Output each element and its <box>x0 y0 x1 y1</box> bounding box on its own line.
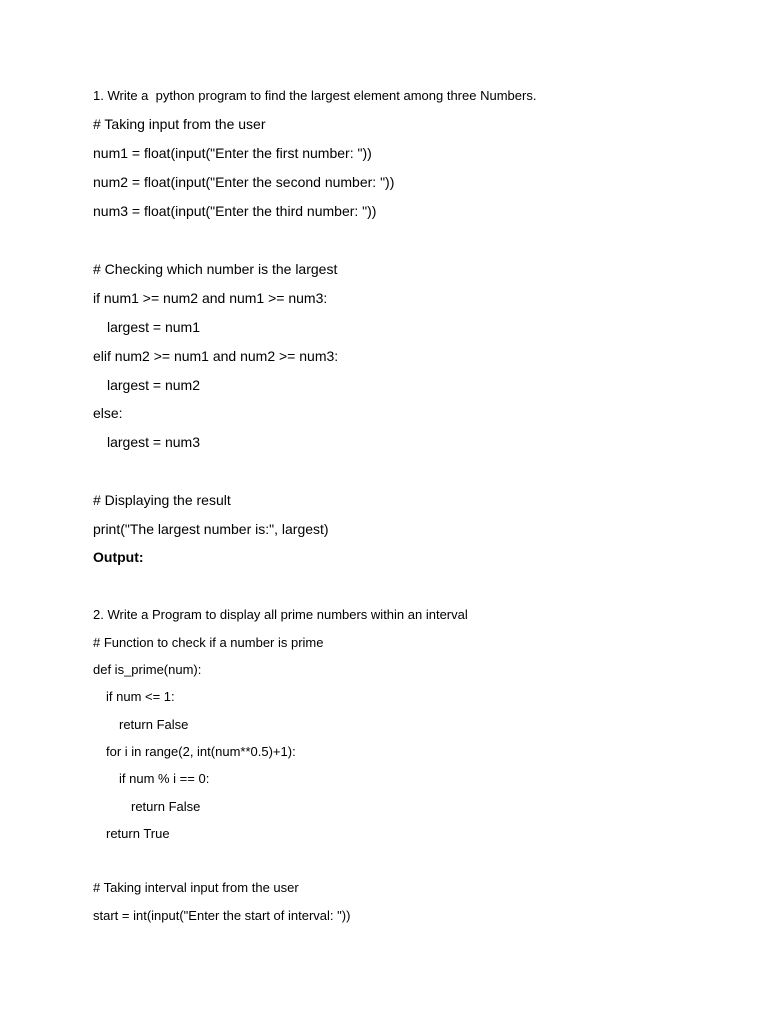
output-label: Output: <box>93 549 144 565</box>
code-line: # Displaying the result <box>93 492 231 508</box>
code-line: largest = num3 <box>107 434 200 450</box>
code-line: elif num2 >= num1 and num2 >= num3: <box>93 348 339 364</box>
code-line: largest = num2 <box>107 377 200 393</box>
code-line: # Function to check if a number is prime <box>93 635 324 650</box>
code-line: # Checking which number is the largest <box>93 261 338 277</box>
code-line: else: <box>93 405 123 421</box>
code-line: largest = num1 <box>107 319 200 335</box>
code-line: return True <box>106 826 170 841</box>
code-line: num1 = float(input("Enter the first number: ")) <box>93 145 372 161</box>
code-line: # Taking interval input from the user <box>93 880 299 895</box>
code-line: for i in range(2, int(num**0.5)+1): <box>106 744 296 759</box>
question-1-heading: 1. Write a python program to find the largest element among three Numbers. <box>93 88 537 103</box>
code-line: if num1 >= num2 and num1 >= num3: <box>93 290 328 306</box>
code-line: return False <box>119 717 189 732</box>
code-line: num3 = float(input("Enter the third number: ")) <box>93 203 377 219</box>
code-line: return False <box>131 799 201 814</box>
code-line: print("The largest number is:", largest) <box>93 521 329 537</box>
question-2-heading: 2. Write a Program to display all prime numbers within an interval <box>93 607 468 622</box>
code-line: def is_prime(num): <box>93 662 202 677</box>
code-line: # Taking input from the user <box>93 116 266 132</box>
code-line: if num % i == 0: <box>119 771 210 786</box>
code-line: start = int(input("Enter the start of interval: ")) <box>93 908 351 923</box>
code-line: num2 = float(input("Enter the second number: ")) <box>93 174 395 190</box>
code-line: if num <= 1: <box>106 689 175 704</box>
